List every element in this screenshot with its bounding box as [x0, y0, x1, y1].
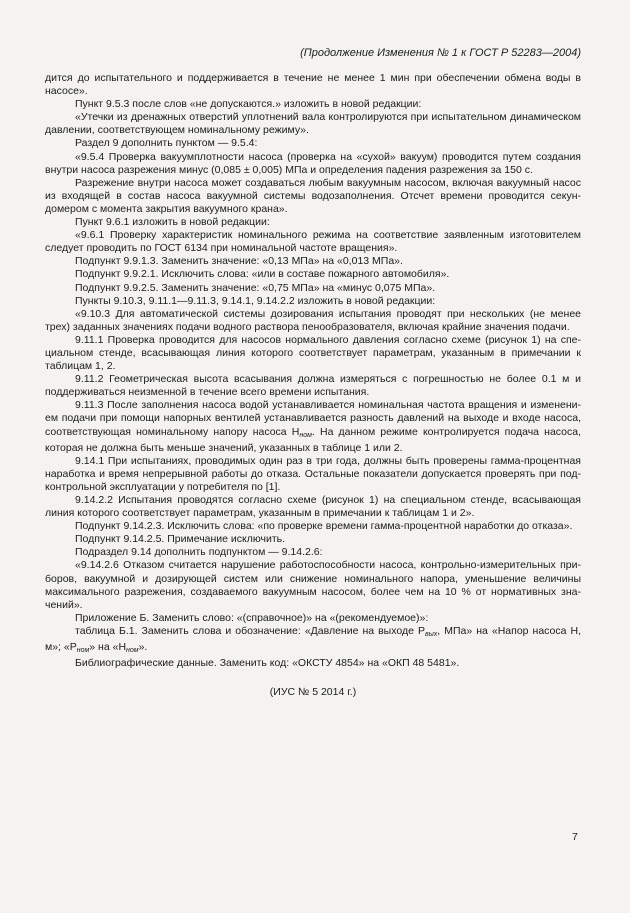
paragraph: Подпункт 9.9.1.3. Заменить значение: «0,13 МПа» на «0,013 МПа».	[75, 255, 403, 268]
page-number: 7	[572, 831, 578, 843]
paragraph	[45, 625, 581, 657]
paragraph: Разрежение внутри насоса может создаваться любым вакуумным насосом, включая вакуумный насос из входящей в состав насоса вакуумной системы водозаполнения. Отсчет времени проводится секундомером с момента закрытия вакуумного крана».	[45, 176, 581, 215]
paragraph: Подпункт 9.14.2.5. Примечание исключить.	[75, 533, 286, 546]
paragraph: Раздел 9 дополнить пунктом — 9.5.4:	[75, 137, 258, 150]
paragraph: Подпункт 9.14.2.3. Исключить слова: «по проверке времени гамма-процентной наработки до отказа».	[75, 520, 573, 533]
source-note: (ИУС № 5 2014 г.)	[269, 686, 357, 699]
paragraph: Пункт 9.5.3 после слов «не допускаются.» изложить в новой редакции:	[75, 98, 422, 111]
text-run: . На данном режиме контролируется подача насоса, которая не должна быть меньше значений, указанных в таблице 1 или 2.	[45, 425, 582, 454]
page-header: (Продолжение Изменения № 1 к ГОСТ Р 52283—2004)	[300, 47, 581, 59]
paragraph: «9.14.2.6 Отказом считается нарушение работоспособности насоса, контрольно-измерительных приборов, вакуумной и дозирующей систем или снижение номинального напора, уменьшение величины максимального разрежения, создаваемого вакуумным насосом, более чем на 10 % от нормативных значений».	[45, 559, 581, 611]
paragraph: Подпункт 9.9.2.5. Заменить значение: «0,75 МПа» на «минус 0,075 МПа».	[75, 281, 436, 294]
text-run: таблица Б.1. Заменить слова и обозначение: «Давление на выходе Р	[75, 624, 425, 637]
paragraph: «Утечки из дренажных отверстий уплотнений вала контролируются при испытательном динамическом давлении, соответствующем номинальному режиму».	[45, 111, 581, 137]
text-run: , МПа» на «Напор насоса Н, м»; «Р	[45, 624, 581, 654]
paragraph	[45, 399, 581, 454]
paragraph: «9.10.3 Для автоматической системы дозирования испытания проводят при нескольких (не менее трех) заданных значениях подачи водного раствора пенообразователя, включая крайние значения подачи.	[45, 307, 581, 333]
document-body	[45, 72, 581, 699]
paragraph: 9.14.1 При испытаниях, проводимых один раз в три года, должны быть проверены гамма-процентная наработка и время непрерывной работы до отказа. Остальные показатели допускается проверять при подконтрольной эксплуатации у потребителя по [1].	[45, 454, 581, 493]
paragraph: «9.5.4 Проверка вакуумплотности насоса (проверка на «сухой» вакуум) проводится путем создания внутри насоса разрежения минус (0,085 ± 0,005) МПа и определения падения разрежения за 150 с.	[45, 150, 581, 176]
subscript: ном	[126, 647, 139, 655]
paragraph: Подраздел 9.14 дополнить подпунктом — 9.14.2.6:	[75, 546, 323, 559]
text-run: » на «Н	[89, 641, 127, 654]
paragraph: Пункты 9.10.3, 9.11.1—9.11.3, 9.14.1, 9.14.2.2 изложить в новой редакции:	[75, 294, 436, 307]
paragraph: «9.6.1 Проверку характеристик номинального режима на соответствие заявленным изготовителем следует проводить по ГОСТ 6134 при номинальной частоте вращения».	[45, 229, 581, 255]
paragraph: Библиографические данные. Заменить код: «ОКСТУ 4854» на «ОКП 48 5481».	[75, 657, 460, 670]
subscript: ном	[76, 647, 90, 655]
paragraph: дится до испытательного и поддерживается в течение не менее 1 мин при обеспечении обмена воды в насосе».	[45, 72, 581, 98]
paragraph: Подпункт 9.9.2.1. Исключить слова: «или в составе пожарного автомобиля».	[75, 268, 450, 281]
paragraph: Приложение Б. Заменить слово: «(справочное)» на «(рекомендуемое)»:	[75, 611, 429, 624]
subscript: вых	[424, 630, 438, 638]
text-run: ».	[138, 641, 148, 654]
text-run: 9.11.3 После заполнения насоса водой устанавливается номинальная частота вращения и изменением подачи при помощи напорных вентилей устанавливается разность давлений на выходе и входе насоса, соответствующая номинальному напору насоса Н	[45, 399, 581, 438]
paragraph: 9.14.2.2 Испытания проводятся согласно схеме (рисунок 1) на специальном стенде, всасывающая линия которого соответствует параметрам, указанным в примечании к таблицам 1 и 2».	[45, 494, 581, 520]
subscript: ном	[299, 431, 312, 439]
paragraph: 9.11.2 Геометрическая высота всасывания должна измеряться с погрешностью не более 0.1 м и поддерживаться неизменной в течение всего времени испытания.	[45, 373, 581, 399]
paragraph: 9.11.1 Проверка проводится для насосов нормального давления согласно схеме (рисунок 1) на специальном стенде, всасывающая линия которого соответствует параметрам, указанным в примечании к таблицам 1, 2.	[45, 333, 581, 373]
paragraph: Пункт 9.6.1 изложить в новой редакции:	[75, 216, 270, 229]
